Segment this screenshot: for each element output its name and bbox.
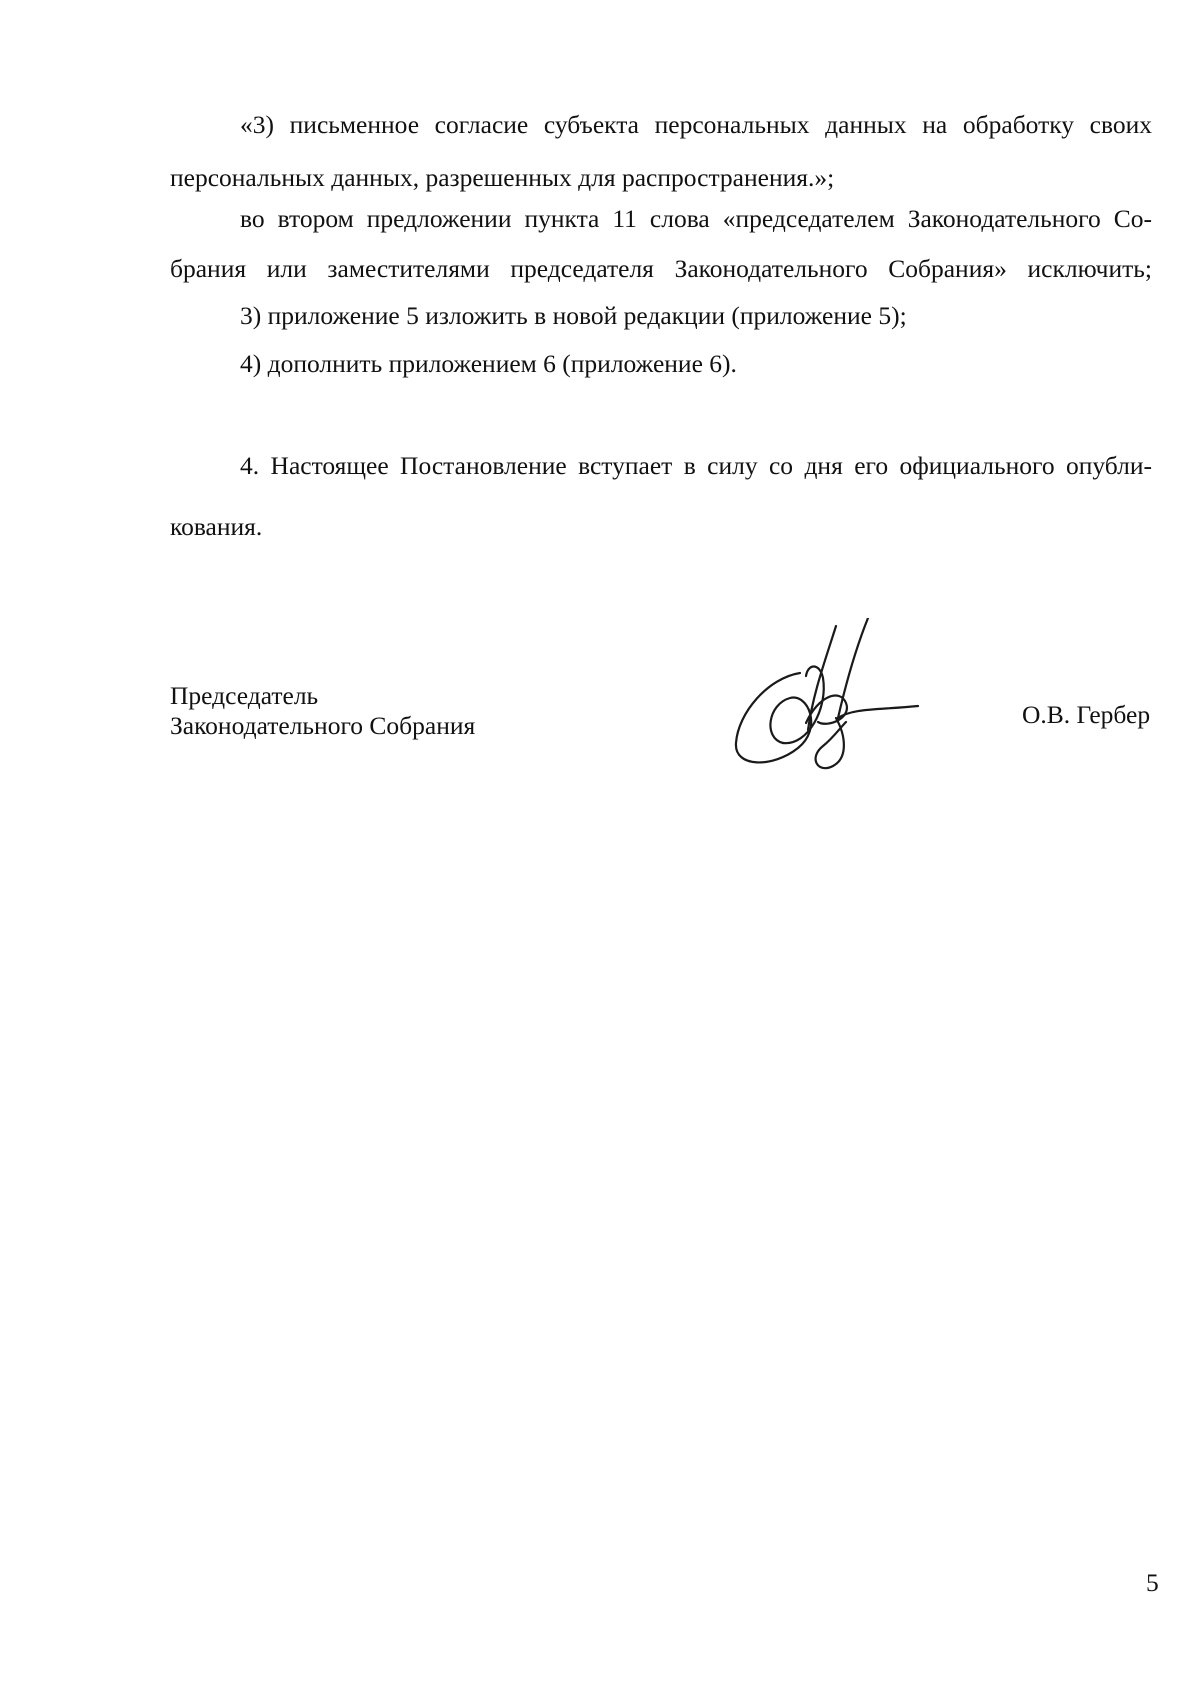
clause4-line1: 4. Настоящее Постановление вступает в силу со дня его официального опубли-: [240, 451, 1152, 480]
clause4-line2: кования.: [170, 512, 263, 541]
page-number: 5: [1146, 1568, 1159, 1597]
handwritten-signature: [728, 618, 928, 778]
signer-position-line1: Председатель: [170, 681, 319, 710]
signer-position-line2: Законодательного Собрания: [170, 711, 476, 740]
item3-line2: персональных данных, разрешенных для распространения.»;: [170, 163, 835, 192]
signer-name: О.В. Гербер: [1022, 700, 1151, 729]
item3-annex-line: 3) приложение 5 изложить в новой редакции (приложение 5);: [240, 301, 907, 330]
p11-line1: во втором предложении пункта 11 слова «председателем Законодательного Со-: [240, 204, 1152, 233]
item3-line1: «3) письменное согласие субъекта персональных данных на обработку своих: [240, 110, 1152, 139]
p11-line2: брания или заместителями председателя Законодательного Собрания» исключить;: [170, 254, 1152, 283]
item4-annex-line: 4) дополнить приложением 6 (приложение 6).: [240, 349, 737, 378]
